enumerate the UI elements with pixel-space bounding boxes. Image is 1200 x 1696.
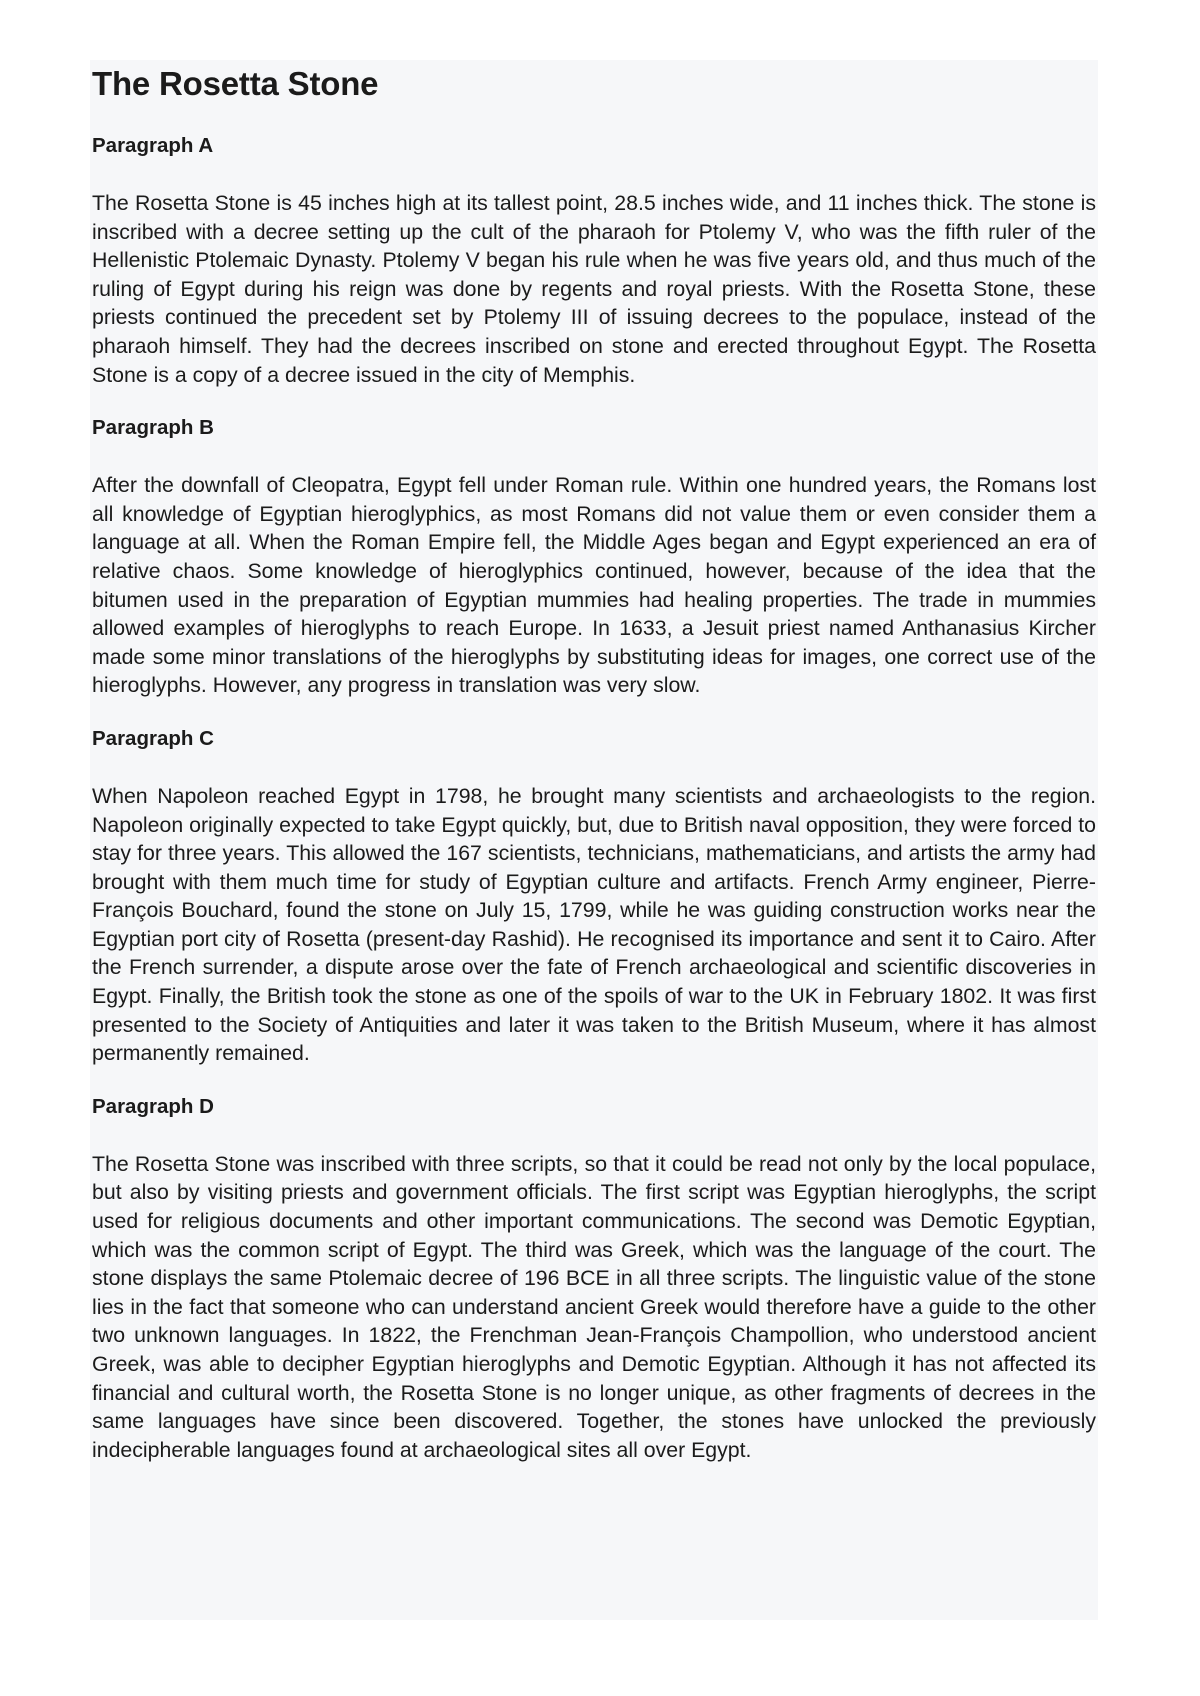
section-heading: Paragraph A [92, 134, 214, 157]
section-paragraph-a [92, 132, 1096, 389]
section-body: The Rosetta Stone is 45 inches high at its tallest point, 28.5 inches wide, and 11 inches thick. The stone is inscribed with a decree setting up the cult of the pharaoh for Ptolemy V, who was the fifth ruler of the Hellenistic Ptolemaic Dynasty. Ptolemy V began his rule when he was five years old, and thus much of the ruling of Egypt during his reign was done by regents and royal priests. With the Rosetta Stone, these priests continued the precedent set by Ptolemy III of issuing decrees to the populace, instead of the pharaoh himself. They had the decrees inscribed on stone and erected throughout Egypt. The Rosetta Stone is a copy of a decree issued in the city of Memphis. [92, 191, 1096, 387]
section-paragraph-c [92, 725, 1096, 1068]
section-heading: Paragraph D [92, 1094, 214, 1118]
section-body: After the downfall of Cleopatra, Egypt fell under Roman rule. Within one hundred years, the Romans lost all knowledge of Egyptian hieroglyphics, as most Romans did not value them or even consider them a language at all. When the Roman Empire fell, the Middle Ages began and Egypt experienced an era of relative chaos. Some knowledge of hieroglyphics continued, however, because of the idea that the bitumen used in the preparation of Egyptian mummies had healing properties. The trade in mummies allowed examples of hieroglyphs to reach Europe. In 1633, a Jesuit priest named Anthanasius Kircher made some minor translations of the hieroglyphs by substituting ideas for images, one correct use of the hieroglyphs. However, any progress in translation was very slow. [92, 473, 1096, 698]
document-title: The Rosetta Stone [92, 65, 379, 102]
section-body: When Napoleon reached Egypt in 1798, he brought many scientists and archaeologists to the region. Napoleon originally expected to take Egypt quickly, but, due to British naval opposition, they were forced to stay for three years. This allowed the 167 scientists, technicians, mathematicians, and artists the army had brought with them much time for study of Egyptian culture and artifacts. French Army engineer, Pierre-François Bouchard, found the stone on July 15, 1799, while he was guiding construction works near the Egyptian port city of Rosetta (present-day Rashid). He recognised its importance and sent it to Cairo. After the French surrender, a dispute arose over the fate of French archaeological and scientific discoveries in Egypt. Finally, the British took the stone as one of the spoils of war to the UK in February 1802. It was first presented to the Society of Antiquities and later it was taken to the British Museum, where it has almost permanently remained. [92, 783, 1096, 1066]
document-page [90, 60, 1098, 1620]
section-body: The Rosetta Stone was inscribed with three scripts, so that it could be read not only by the local populace, but also by visiting priests and government officials. The first script was Egyptian hieroglyphs, the script used for religious documents and other important communications. The second was Demotic Egyptian, which was the common script of Egypt. The third was Greek, which was the language of the court. The stone displays the same Ptolemaic decree of 196 BCE in all three scripts. The linguistic value of the stone lies in the fact that someone who can understand ancient Greek would therefore have a guide to the other two unknown languages. In 1822, the Frenchman Jean-François Champollion, who understood ancient Greek, was able to decipher Egyptian hieroglyphs and Demotic Egyptian. Although it has not affected its financial and cultural worth, the Rosetta Stone is no longer unique, as other fragments of decrees in the same languages have since been discovered. Together, the stones have unlocked the previously indecipherable languages found at archaeological sites all over Egypt. [92, 1151, 1096, 1462]
section-paragraph-d [92, 1093, 1096, 1465]
section-heading: Paragraph C [92, 726, 214, 750]
section-paragraph-b [92, 414, 1096, 700]
section-heading: Paragraph B [92, 416, 214, 440]
